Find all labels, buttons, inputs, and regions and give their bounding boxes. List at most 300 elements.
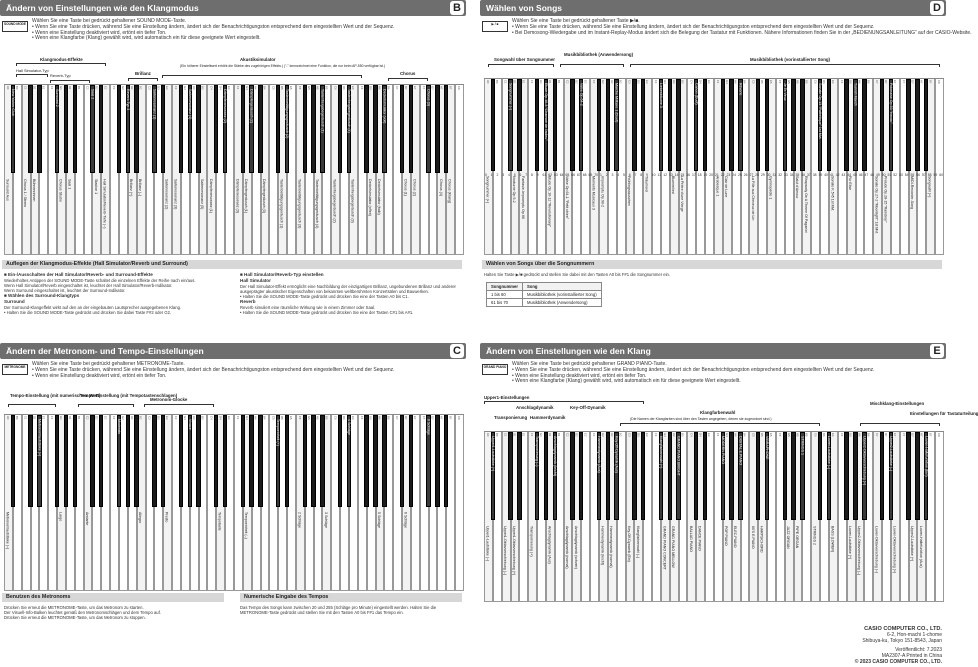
note-name: B3 (200, 86, 205, 90)
key-label: Klangfarbenwahl (–) (635, 525, 640, 558)
key-label: Anschlagdynamik (schwer) (573, 525, 578, 569)
panel-e-letter: E (930, 344, 944, 358)
key-label: Largo (58, 511, 63, 521)
key-label: Etude Op.10-12 "Revolutionary" (547, 175, 552, 227)
key-number: 24 (732, 172, 737, 177)
key-label: Canon (Duet) (694, 83, 699, 105)
black-key (320, 415, 324, 507)
key-number: 15 (680, 172, 685, 177)
black-key (818, 432, 822, 520)
note-name: E7 (892, 80, 897, 84)
black-key (152, 415, 156, 507)
note-name: A6 (857, 433, 862, 437)
key-number: 26 (743, 172, 748, 177)
white-key (455, 85, 464, 255)
intro-line: Wählen Sie eine Taste bei gedrückt gehaltener METRONOME-Taste. (32, 361, 185, 367)
key-label: DANCE PIANO (697, 525, 702, 551)
key-label: Brillanz (–) (138, 178, 143, 196)
note-name: D3 (636, 433, 641, 437)
key-label: Tastenfreigabegeräusch (2) (332, 178, 337, 223)
key-label: Tempoeinheit (+) (276, 419, 281, 446)
note-name: G7 (910, 433, 915, 437)
key-label: Surround Aus (5, 178, 10, 201)
panel-b-header (0, 0, 466, 16)
column-text: Wenn Surround eingeschaltet ist, leuchtet der Surround-Indikator. (4, 288, 126, 294)
note-name: D4 (698, 433, 703, 437)
note-name: F5 (297, 416, 302, 420)
note-name: B6 (866, 80, 871, 84)
black-key (258, 85, 262, 173)
note-name: C8 (457, 416, 462, 420)
black-key (196, 85, 200, 173)
black-key (729, 79, 733, 171)
panel-e-header (480, 343, 946, 359)
note-name: B0 (14, 416, 19, 420)
table-row (487, 299, 602, 307)
key-number: 8 (531, 172, 533, 177)
column-text: Wenn Hall Simulator/Reverb eingeschaltet ist, leuchtet der Hall Simulator/Reverb-Indikator. (4, 283, 173, 289)
key-label: Salut d'Amour (795, 175, 799, 199)
black-key (311, 85, 315, 173)
note-name: C6 (333, 86, 338, 90)
key-number: 61 (542, 172, 547, 177)
note-name: C7 (395, 416, 400, 420)
key-number: 20 (709, 172, 714, 177)
note-name: B1 (556, 433, 561, 437)
key-label: Chorus (2) (412, 178, 417, 196)
group-tempo-num: Tempo-Einstellung (mit numerischem Wert) (10, 393, 101, 398)
bracket (50, 80, 90, 83)
note-name: E6 (351, 416, 355, 420)
group-glocke: Metronom-Glocke (150, 397, 188, 402)
black-key (906, 79, 910, 171)
group-upper1: Upper1-Einstellungen (484, 395, 530, 400)
key-label: Träumerei (644, 175, 649, 193)
black-key (161, 415, 165, 507)
note-name: E3 (645, 433, 650, 437)
note-name: A4 (733, 433, 738, 437)
note-name: A4 (253, 416, 258, 420)
note-name: F7 (901, 433, 906, 437)
panel-d-letter: D (930, 1, 944, 15)
key-label: Sonate K.545 1st Mvt. (830, 175, 835, 212)
note-name: D7 (404, 86, 409, 90)
intro-line: • Wenn Sie eine Taste drücken, während Sie eine Einstellung ändern, ändert sich der Benachrichtigungston entsprechend dem eingestellten Wert und der Sequenz. (32, 23, 395, 30)
key-label: Chorus 1 / Stereo (23, 178, 28, 207)
panel-c-subheader-1: Benutzen des Metronoms (2, 593, 224, 602)
klangfarbe-note: (Die Namen der Klangfarben sind über den Tasten angegeben, denen sie zugeordnet sind.) (630, 417, 772, 421)
key-number: 13 (669, 172, 673, 177)
black-key (364, 415, 368, 507)
footer-address-1: 6-2, Hon-machi 1-chome (886, 632, 942, 638)
note-name: C3 (147, 416, 152, 420)
note-name: E5 (769, 80, 774, 84)
key-label: Turkish March (853, 83, 858, 106)
key-label: Saal 2 (90, 89, 95, 100)
note-name: A0 (486, 433, 490, 437)
note-name: A3 (671, 80, 676, 84)
column-heading: ■ Ein-/Ausschalten der Hall Simulator/Reverb- und Surround-Effekte (4, 272, 153, 277)
key-number: 21 (715, 172, 719, 177)
note-name: C6 (333, 416, 338, 420)
note-name: F3 (174, 86, 179, 90)
note-name: D5 (280, 86, 285, 90)
key-label: Saal 1 (67, 178, 72, 189)
key-label: Lower-Lautstärke (+) (848, 525, 853, 559)
panel-d-title: Wählen von Songs (486, 3, 563, 13)
bracket (78, 404, 134, 407)
black-key (276, 85, 280, 173)
note-name: B3 (680, 433, 685, 437)
key-number: 33 (784, 172, 788, 177)
panel-c-column-1 (4, 605, 224, 620)
note-name: E4 (707, 80, 712, 84)
key-number: 64 (559, 172, 564, 177)
note-name: C4 (689, 80, 694, 84)
panel-c-column-2 (240, 605, 462, 615)
note-name: D3 (156, 416, 161, 420)
note-name: G7 (430, 416, 435, 420)
note-name: C7 (875, 80, 880, 84)
black-key (435, 85, 439, 173)
key-number: 43 (841, 172, 846, 177)
key-label: POP PIANO (724, 525, 729, 546)
key-number: 4 (508, 172, 510, 177)
note-name: C7 (875, 433, 880, 437)
note-name: A7 (919, 80, 924, 84)
key-label: La Prière d'une Vierge (680, 175, 684, 212)
panel-b-title: Ändern von Einstellungen wie den Klangmodus (6, 3, 199, 13)
note-name: D2 (94, 416, 99, 420)
note-name: B2 (138, 416, 143, 420)
note-name: B1 (556, 80, 561, 84)
note-name: D1 (32, 416, 37, 420)
note-name: D3 (156, 86, 161, 90)
bracket (16, 74, 48, 77)
key-number: 48 (870, 172, 875, 177)
black-key (668, 79, 672, 171)
key-label: Liebesträume 3 (658, 83, 663, 108)
black-key (338, 85, 342, 173)
key-label: Marche Militaire 1 (Duet) (614, 83, 619, 123)
key-label: Saitenresonanz (2) (164, 178, 169, 209)
key-label: Rêverie (738, 83, 743, 96)
key-number: 16 (686, 172, 691, 177)
key-label: Brillanz (+) (129, 178, 134, 196)
bracket (630, 64, 940, 67)
note-name: B4 (262, 416, 267, 420)
black-key (73, 85, 77, 173)
black-key (597, 79, 601, 171)
key-number: 1 (600, 172, 602, 177)
key-label: New Yorker Club (10, 89, 15, 116)
note-name: G4 (724, 80, 729, 84)
group-reverb-typ: Reverb-Typ (50, 73, 71, 78)
note-name: D1 (32, 86, 37, 90)
black-key (311, 415, 315, 507)
bracket (560, 64, 624, 67)
note-name: A6 (857, 80, 862, 84)
key-label: Sonate Op.27-2 "Moonlight" 1st Mvt. (874, 175, 879, 234)
key-label: DIGITAL E.PIANO (738, 436, 743, 466)
key-number: 52 (893, 172, 898, 177)
note-name: F6 (359, 86, 364, 90)
black-key (364, 85, 368, 173)
key-label: Je Te Veux (782, 83, 787, 101)
note-name: A7 (439, 416, 444, 420)
key-label: Prelude Op.28-15 "Raindrop" (883, 175, 888, 223)
black-key (249, 415, 253, 507)
black-key (99, 415, 103, 507)
note-name: E1 (521, 80, 526, 84)
column-text: • Halten Sie die SOUND MODE-Taste gedrückt und drücken Sie eine der Tasten C#1 bis A#1. (240, 310, 414, 316)
white-key (935, 79, 944, 255)
note-name: G1 (59, 416, 64, 420)
key-number: 23 (726, 172, 731, 177)
table-header: Song (523, 283, 602, 291)
key-number: 70 (594, 172, 599, 177)
black-key (632, 432, 636, 520)
black-key (553, 79, 557, 171)
key-number: 32 (778, 172, 783, 177)
key-label: Tempotaste (217, 511, 222, 531)
note-name: E3 (165, 86, 170, 90)
note-name: C5 (271, 86, 276, 90)
key-number: 29 (761, 172, 765, 177)
key-number: 44 (847, 172, 852, 177)
black-key (400, 85, 404, 173)
black-key (241, 415, 245, 507)
black-key (444, 415, 448, 507)
key-number: 60 (939, 172, 944, 177)
key-label: Dämpferresonanz (1) (208, 178, 213, 213)
panel-b-intro (32, 19, 395, 42)
table-header: Songnummer (487, 283, 523, 291)
bracket (8, 404, 56, 407)
column-text: Drücken Sie erneut die METRONOME-Taste, um das Metronom zu stoppen. (4, 615, 146, 621)
key-label: Vivace (187, 419, 192, 430)
note-name: F5 (297, 86, 302, 90)
key-label: Gymnopédie 1 (768, 175, 773, 200)
key-label: ELEC.PIANO (733, 525, 738, 548)
key-number: 51 (887, 172, 892, 177)
key-label: Sonate Op.13 "Pathétique" 1st Mvt. (818, 83, 823, 140)
table-row (487, 291, 602, 299)
intro-line: Wählen Sie eine Taste bei gedrückt gehaltener SOUND MODE-Taste. (32, 18, 187, 24)
note-name: D1 (512, 433, 517, 437)
key-label: Fantasie-Impromptu Op.66 (520, 175, 525, 219)
key-label: HARPSICHORD (759, 525, 764, 553)
column-heading: Surround (4, 299, 25, 305)
panel-d-subtext: Halten Sie Taste ▶/■ gedrückt und stellen Sie dabei mit den Tasten A0 bis F#1 die Songnummer ein. (484, 272, 670, 277)
black-key (179, 415, 183, 507)
note-name: C5 (271, 416, 276, 420)
note-name: A5 (315, 416, 320, 420)
key-number: 17 (692, 172, 696, 177)
key-label: Frühlingsrauschen (626, 175, 631, 206)
black-key (721, 79, 725, 171)
black-key (853, 432, 857, 520)
keyboard-c (4, 414, 464, 590)
key-label: Lower-Haltefunktion (Aus) (918, 525, 923, 568)
key-label: Tempoeinheit (–) (244, 511, 249, 539)
black-key (880, 79, 884, 171)
group-anschlag: Anschlagdynamik (516, 405, 554, 410)
note-name: A7 (439, 86, 444, 90)
note-name: G7 (910, 80, 915, 84)
note-name: E5 (289, 86, 294, 90)
black-key (517, 432, 521, 520)
black-key (214, 85, 218, 173)
key-label: Reverb Typ 3 (125, 89, 130, 111)
note-name: G3 (182, 86, 187, 90)
key-label: 60'S E.PIANO (750, 525, 755, 549)
black-key (28, 85, 32, 173)
key-label: Etude Op.10-3 "Chanson de l'adieu" (543, 83, 548, 141)
key-number: 30 (766, 172, 771, 177)
key-label: Key-Off-Dynamik (Ein) (626, 525, 631, 562)
bracket (16, 63, 106, 66)
key-label: Chorus (1) (403, 178, 408, 196)
key-label: Songnummer (–) (508, 83, 513, 110)
grand-piano-logo: GRAND PIANO (482, 364, 508, 375)
key-label: Valse Op.64-1 "Petit chien" (565, 175, 569, 219)
black-key (756, 432, 760, 520)
key-number: 6 (628, 172, 631, 177)
key-number: 54 (904, 172, 909, 177)
key-number: 50 (881, 172, 886, 177)
note-name: A4 (253, 86, 258, 90)
note-name: G3 (182, 416, 187, 420)
key-number: 65 (565, 172, 570, 177)
panel-c-header (0, 343, 466, 359)
key-label: Valse Op.64-2 (579, 83, 584, 106)
note-name: D6 (822, 433, 827, 437)
key-label: BASS (LOWER) (830, 525, 835, 552)
panel-c-subheader-2: Numerische Eingabe des Tempos (240, 593, 462, 602)
note-name: G4 (724, 433, 729, 437)
note-name: C3 (627, 80, 632, 84)
note-name: A6 (377, 86, 382, 90)
note-name: A2 (609, 433, 614, 437)
key-label: GRAND PIANO MELLOW (671, 525, 676, 568)
note-name: A2 (609, 80, 614, 84)
footer (855, 626, 942, 665)
key-number: 59 (933, 172, 938, 177)
footer-company: CASIO COMPUTER CO., LTD. (864, 626, 942, 632)
key-label: Dämpfergeräusch (1) (244, 178, 249, 213)
key-label: Lower-Haltefunktion (Ein) (924, 436, 929, 477)
panel-c-title: Ändern der Metronom- und Tempo-Einstellungen (6, 346, 204, 356)
note-name: E2 (583, 80, 588, 84)
black-key (756, 79, 760, 171)
panel-b-subheader: Auflegen der Klangmodus-Effekte (Hall Simulator/Reverb und Surround) (2, 260, 462, 269)
note-name: D4 (218, 86, 223, 90)
note-name: B2 (618, 80, 623, 84)
black-key (134, 85, 138, 173)
note-name: F6 (839, 80, 844, 84)
intro-line: • Bei Demosong-Wiedergabe und im Instant-Replay-Modus ändert sich die Belegung der Tastatur mit Funktionen. Nähere Informationen finden Sie in der „BEDIENUNGSANLEITUNG“ auf der CASIO-Website. (512, 29, 972, 36)
black-key (338, 415, 342, 507)
black-key (862, 79, 866, 171)
note-name: C8 (937, 433, 942, 437)
note-name: G4 (244, 416, 249, 420)
note-name: B0 (14, 86, 19, 90)
footer-copyright: © 2023 CASIO COMPUTER CO., LTD. (854, 659, 942, 665)
black-key (373, 415, 377, 507)
note-name: C2 (565, 80, 570, 84)
key-number: 57 (922, 172, 926, 177)
note-name: A1 (67, 416, 72, 420)
key-label: Upper2-Oktavverschiebung (–) (856, 525, 861, 575)
note-name: F4 (236, 86, 240, 90)
akustik-note: (Ein höherer Einstellwert erhöht die Stärke des zugehörigen Effekts.) ("-" kennzeichnet eine Funktion, die nur beim AP-550 verfügbar ist.) (180, 64, 386, 68)
key-number: 19 (703, 172, 708, 177)
black-key (28, 415, 32, 507)
key-label: 6 Schläge (403, 511, 408, 528)
note-name: A0 (486, 80, 490, 84)
key-label: Upper2-Lautstärke (–) (888, 436, 893, 472)
note-name: F6 (359, 416, 364, 420)
sound-mode-logo: SOUND MODE (2, 21, 28, 32)
note-name: E7 (412, 86, 417, 90)
table-cell: Musikbibliothek (Anwendersong) (523, 299, 602, 307)
white-key (455, 415, 464, 591)
group-klangfarbe: Klangfarbenwahl (700, 410, 736, 415)
footer-code: MA2307-A Printed in China (881, 653, 942, 659)
note-name: D5 (760, 433, 765, 437)
note-name: F2 (592, 433, 597, 437)
note-name: D7 (884, 80, 889, 84)
key-number: 12 (663, 172, 668, 177)
group-klangmodus: Klangmodus-Effekte (40, 57, 83, 62)
note-name: C3 (147, 86, 152, 90)
black-key (703, 432, 707, 520)
note-name: E6 (351, 86, 355, 90)
key-label: BALLAD PIANO (688, 525, 693, 552)
black-key (90, 415, 94, 507)
black-key (64, 85, 68, 173)
black-key (800, 79, 804, 171)
note-name: B5 (804, 433, 809, 437)
note-name: G6 (848, 80, 853, 84)
key-number: 7 (634, 172, 637, 177)
note-name: B7 (448, 416, 453, 420)
black-key (382, 415, 386, 507)
table-cell: Musikbibliothek (vorinstallierter Song) (523, 291, 602, 299)
black-key (694, 432, 698, 520)
black-key (606, 79, 610, 171)
black-key (544, 432, 548, 520)
bracket (144, 404, 214, 407)
key-number: 28 (755, 172, 760, 177)
panel-d-intro (512, 19, 972, 36)
group-keyoff: Key-Off-Dynamik (570, 405, 606, 410)
panel-c (0, 343, 466, 667)
intro-line: • Wenn Sie eine Taste drücken, während Sie eine Einstellung ändern, ändert sich der Benachrichtigungston entsprechend dem eingestellten Wert und der Sequenz. (32, 366, 395, 373)
bracket (488, 64, 554, 67)
black-key (641, 432, 645, 520)
key-label: Presto (164, 511, 169, 523)
note-name: F6 (839, 433, 844, 437)
key-label: 4 Schläge (347, 419, 351, 435)
column-text: • Halten Sie die SOUND MODE-Taste gedrückt und drücken Sie dabei Taste F#2 oder G2. (4, 310, 172, 316)
group-chorus: Chorus (400, 71, 416, 76)
note-name: B5 (324, 416, 329, 420)
key-label: Anschlagdynamik (leicht) (552, 436, 557, 476)
key-label: Upper1-Lautstärke (+) (490, 436, 495, 472)
note-name: A5 (795, 80, 800, 84)
